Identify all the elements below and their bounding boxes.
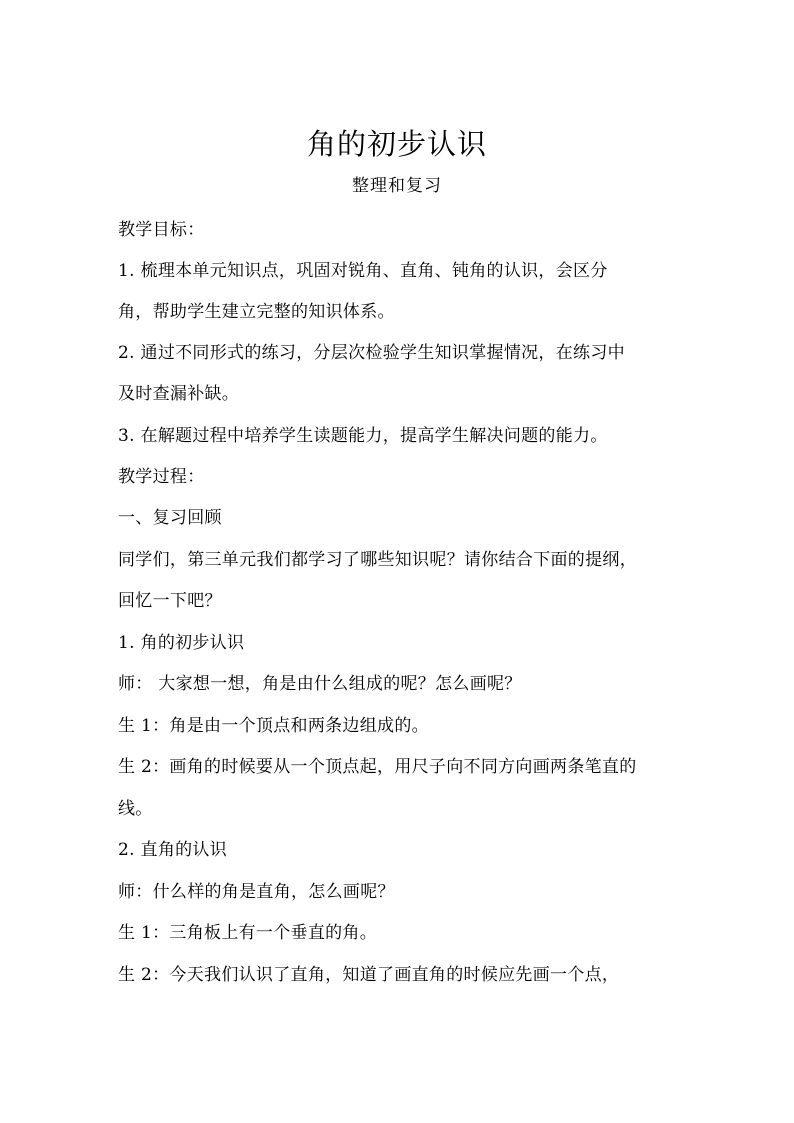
dialogue-line: 线。 xyxy=(118,799,153,819)
paragraph-line: 及时查漏补缺。 xyxy=(118,384,240,404)
dialogue-line: 师： 大家想一想，角是由什么组成的呢？怎么画呢？ xyxy=(118,674,522,694)
subsection-heading: 2. 直角的认识 xyxy=(118,840,228,860)
paragraph-line: 3. 在解题过程中培养学生读题能力，提高学生解决问题的能力。 xyxy=(118,426,608,446)
subsection-heading: 1. 角的初步认识 xyxy=(118,633,245,653)
document-title: 角的初步认识 xyxy=(306,127,487,161)
paragraph-line: 角，帮助学生建立完整的知识体系。 xyxy=(118,302,395,322)
paragraph-line: 同学们，第三单元我们都学习了哪些知识呢？请你结合下面的提纲， xyxy=(118,550,637,570)
paragraph-line: 2. 通过不同形式的练习，分层次检验学生知识掌握情况，在练习中 xyxy=(118,343,625,363)
dialogue-line: 生 1：三角板上有一个垂直的角。 xyxy=(118,923,378,943)
section-heading-objectives: 教学目标： xyxy=(118,220,205,240)
paragraph-line: 1. 梳理本单元知识点，巩固对锐角、直角、钝角的认识，会区分 xyxy=(118,261,608,281)
section-heading-review: 一、复习回顾 xyxy=(118,508,222,528)
paragraph-line: 回忆一下吧？ xyxy=(118,591,222,611)
section-heading-process: 教学过程： xyxy=(118,467,205,487)
document-subtitle: 整理和复习 xyxy=(352,176,442,196)
dialogue-line: 师：什么样的角是直角，怎么画呢？ xyxy=(118,882,395,902)
dialogue-line: 生 1：角是由一个顶点和两条边组成的。 xyxy=(118,716,429,736)
dialogue-line: 生 2：今天我们认识了直角，知道了画直角的时候应先画一个点， xyxy=(118,965,620,985)
dialogue-line: 生 2：画角的时候要从一个顶点起，用尺子向不同方向画两条笔直的 xyxy=(118,757,637,777)
